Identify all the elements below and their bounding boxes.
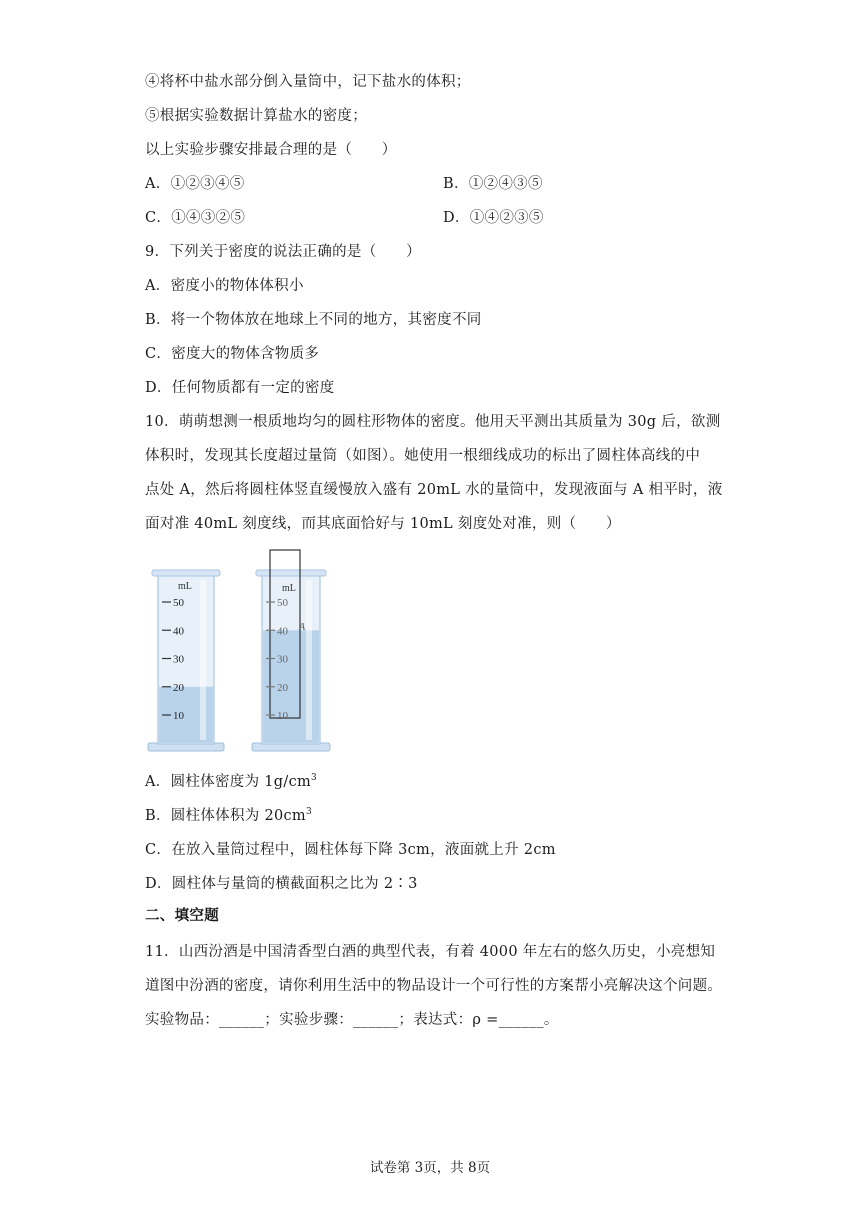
- page-footer: 试卷第 3页，共 8页: [369, 1160, 491, 1176]
- q10-option-b-exponent: 3: [306, 807, 313, 818]
- q8-step-5: ⑤根据实验数据计算盐水的密度；: [145, 108, 367, 124]
- q10-line-4: 面对准 40mL 刻度线，而其底面恰好与 10mL 刻度处对准，则（ ）: [145, 516, 621, 532]
- q10-line-2: 体积时，发现其长度超过量筒（如图）。她使用一根细线成功的标出了圆柱体高线的中: [145, 448, 701, 464]
- tick-label: 50: [277, 597, 288, 609]
- q10-option-a-text: A．圆柱体密度为 1g/cm: [145, 774, 312, 790]
- q8-option-a: A．①②③④⑤: [145, 176, 245, 192]
- q10-option-a: [145, 772, 317, 792]
- tick-label: 50: [173, 597, 184, 609]
- q9-option-a: A．密度小的物体体积小: [145, 278, 304, 294]
- tick-label: 20: [277, 681, 288, 694]
- tick-label: 40: [173, 625, 184, 638]
- right-unit-label: mL: [282, 583, 296, 594]
- q8-step-4: ④将杯中盐水部分倒入量筒中，记下盐水的体积；: [145, 74, 471, 90]
- q8-option-b: B．①②④③⑤: [443, 176, 543, 192]
- q8-option-d: D．①④②③⑤: [443, 210, 544, 226]
- q8-option-c: C．①④③②⑤: [145, 210, 246, 226]
- q11-line-3: 实验物品：______；实验步骤：______；表达式：ρ =______。: [145, 1012, 559, 1028]
- tick-label: 10: [277, 710, 288, 722]
- q10-option-b: [145, 806, 312, 826]
- q8-stem: 以上实验步骤安排最合理的是（ ）: [145, 142, 397, 158]
- q10-line-1: 10．萌萌想测一根质地均匀的圆柱形物体的密度。他用天平测出其质量为 30g 后，欲测: [145, 414, 721, 430]
- tick-label: 20: [173, 681, 184, 694]
- left-unit-label: mL: [178, 581, 192, 592]
- q9-option-b: B．将一个物体放在地球上不同的地方，其密度不同: [145, 312, 482, 328]
- section-2-heading: 二、填空题: [145, 907, 219, 924]
- q10-option-c: C．在放入量筒过程中，圆柱体每下降 3cm，液面就上升 2cm: [145, 842, 556, 858]
- tick-label: 30: [173, 653, 184, 666]
- q9-option-d: D．任何物质都有一定的密度: [145, 380, 335, 396]
- tick-label: 10: [173, 710, 184, 722]
- q11-line-1: 11．山西汾酒是中国清香型白酒的典型代表，有着 4000 年左右的悠久历史，小亮想知: [145, 944, 716, 960]
- q10-option-d: D．圆柱体与量筒的横截面积之比为 2∶3: [145, 876, 418, 892]
- q10-option-a-exponent: 3: [311, 773, 318, 784]
- point-a-label: A: [299, 622, 306, 633]
- q10-line-3: 点处 A，然后将圆柱体竖直缓慢放入盛有 20mL 水的量筒中，发现液面与 A 相平时，液: [145, 482, 723, 498]
- q10-option-b-text: B．圆柱体体积为 20cm: [145, 808, 306, 824]
- q9-option-c: C．密度大的物体含物质多: [145, 346, 320, 362]
- left-cylinder: [148, 570, 224, 751]
- tick-label: 40: [277, 625, 288, 638]
- tick-label: 30: [277, 653, 288, 666]
- right-cylinder: [252, 550, 330, 751]
- q11-line-2: 道图中汾酒的密度，请你利用生活中的物品设计一个可行性的方案帮小亮解决这个问题。: [145, 978, 723, 994]
- q9-stem: 9．下列关于密度的说法正确的是（ ）: [145, 244, 421, 260]
- graduated-cylinders-figure: [140, 540, 350, 760]
